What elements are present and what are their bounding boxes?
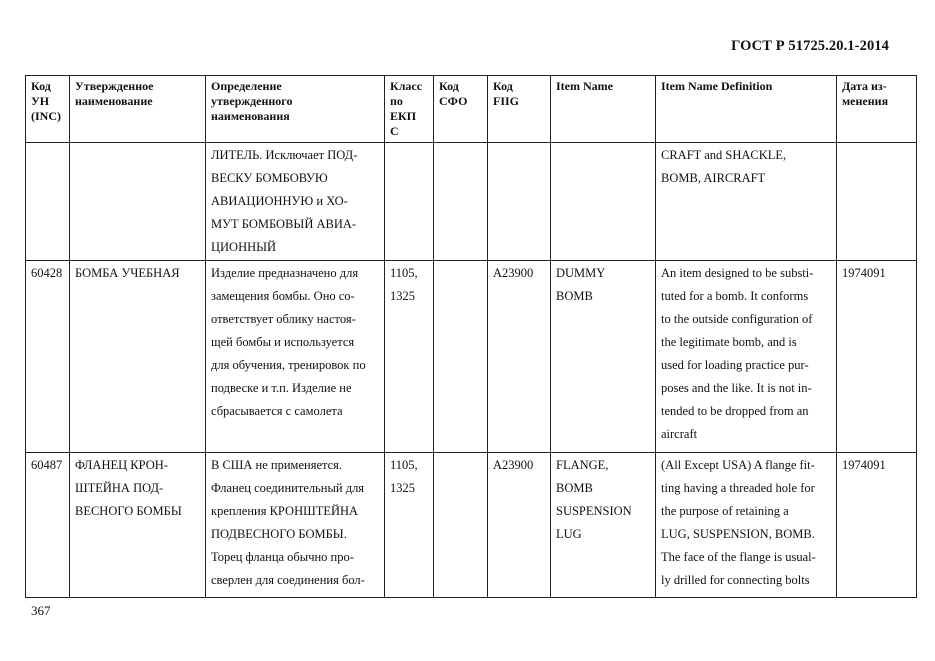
col-header-fiig: Код FIIG (488, 76, 551, 143)
col-header-definition: Определение утвержденного наименования (206, 76, 385, 143)
col-header-sfo: Код СФО (434, 76, 488, 143)
cell-name (70, 143, 206, 261)
col-header-class: Класс по ЕКП С (385, 76, 434, 143)
cell-date: 1974091 (837, 453, 917, 598)
cell-definition: ЛИТЕЛЬ. Исключает ПОД- ВЕСКУ БОМБОВУЮ АВИАЦИОННУЮ и ХО- МУТ БОМБОВЫЙ АВИА- ЦИОННЫЙ (206, 143, 385, 261)
table-row (26, 261, 917, 453)
cell-sfo (434, 453, 488, 598)
table-row (26, 143, 917, 261)
cell-item-definition: An item designed to be substi- tuted for a bomb. It conforms to the outside configuration of the legitimate bomb, and is used for loading practice pur- poses and the like. It is not in- tended to be dropped from an aircraft (656, 261, 837, 453)
cell-code (26, 143, 70, 261)
cell-sfo (434, 143, 488, 261)
cell-date (837, 143, 917, 261)
cell-item-name (551, 143, 656, 261)
cell-class: 1105, 1325 (385, 261, 434, 453)
cell-class (385, 143, 434, 261)
cell-name: БОМБА УЧЕБНАЯ (70, 261, 206, 453)
col-header-date: Дата из- менения (837, 76, 917, 143)
cell-item-name: FLANGE, BOMB SUSPENSION LUG (551, 453, 656, 598)
page-number: 367 (31, 603, 51, 618)
cell-code: 60487 (26, 453, 70, 598)
cell-fiig: A23900 (488, 453, 551, 598)
cell-definition: Изделие предназначено для замещения бомбы. Оно со- ответствует облику настоя- щей бомбы и используется для обучения, тренировок по подвеске и т.п. Изделие не сбрасывается с самолета (206, 261, 385, 453)
col-header-name: Утвержденное наименование (70, 76, 206, 143)
cell-name: ФЛАНЕЦ КРОН- ШТЕЙНА ПОД- ВЕСНОГО БОМБЫ (70, 453, 206, 598)
cell-class: 1105, 1325 (385, 453, 434, 598)
cell-item-definition: CRAFT and SHACKLE, BOMB, AIRCRAFT (656, 143, 837, 261)
cell-definition: В США не применяется. Фланец соединительный для крепления КРОНШТЕЙНА ПОДВЕСНОГО БОМБЫ. Торец фланца обычно про- сверлен для соединения бол- (206, 453, 385, 598)
col-header-code: Код УН (INC) (26, 76, 70, 143)
table-header-row (26, 76, 917, 143)
cell-fiig: A23900 (488, 261, 551, 453)
catalog-table (25, 75, 917, 598)
col-header-item-definition: Item Name Definition (656, 76, 837, 143)
cell-code: 60428 (26, 261, 70, 453)
table-row (26, 453, 917, 598)
col-header-item-name: Item Name (551, 76, 656, 143)
cell-item-name: DUMMY BOMB (551, 261, 656, 453)
cell-date: 1974091 (837, 261, 917, 453)
cell-sfo (434, 261, 488, 453)
document-header: ГОСТ Р 51725.20.1-2014 (731, 38, 889, 54)
cell-item-definition: (All Except USA) A flange fit- ting having a threaded hole for the purpose of retaining a LUG, SUSPENSION, BOMB. The face of the flange is usual- ly drilled for connecting bolts (656, 453, 837, 598)
cell-fiig (488, 143, 551, 261)
